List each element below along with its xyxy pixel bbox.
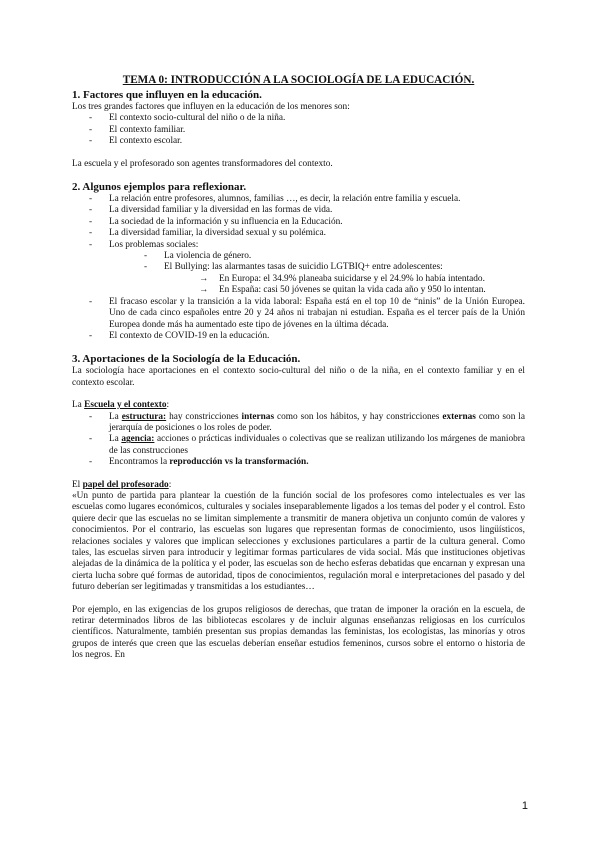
bullying-list — [182, 274, 525, 297]
list-item: - El contexto escolar. — [72, 136, 525, 147]
section-1-closing: La escuela y el profesorado son agentes transformadores del contexto. — [72, 158, 333, 169]
section-3-heading: 3. Aportaciones de la Sociología de la Educación. — [72, 353, 301, 366]
list-item: → En España: casi 50 jóvenes se quitan la vida cada año y 950 lo intentan. — [182, 285, 525, 296]
list-item — [127, 262, 525, 296]
escuela-list — [72, 412, 525, 469]
document-page — [72, 74, 525, 662]
social-problems-list — [127, 251, 525, 297]
examples-list — [72, 194, 525, 342]
list-item: - La diversidad familiar y la diversidad en las formas de vida. — [72, 205, 525, 216]
escuela-heading: La Escuela y el contexto: — [72, 400, 170, 411]
list-item: - La sociedad de la información y su influencia en la Educación. — [72, 217, 525, 228]
page-number: 1 — [521, 800, 528, 812]
papel-heading: El papel del profesorado: — [72, 479, 172, 490]
list-item: - La diversidad familiar, la diversidad sexual y su polémica. — [72, 228, 525, 239]
section-1-intro: Los tres grandes factores que influyen en la educación de los menores son: — [72, 102, 350, 112]
list-item: - El fracaso escolar y la transición a la vida laboral: España está en el top 10 de “ninis” de la Unión Europea. Uno de cada cinco españoles entre 20 y 24 años ni trabajan ni estudian. España es el tercer país de la Unión Europea donde más ha aumentado este tipo de jóvenes en la última década. — [72, 297, 525, 331]
list-item: → En Europa: el 34.9% planeaba suicidarse y el 24.9% lo había intentado. — [182, 274, 525, 285]
list-item: - El contexto familiar. — [72, 125, 525, 136]
list-item: - El contexto de COVID-19 en la educación. — [72, 331, 525, 342]
example-paragraph: Por ejemplo, en las exigencias de los grupos religiosos de derechas, que tratan de imponer la oración en la escuela, de retirar determinados libros de las bibliotecas escolares y de incluir algunas enseñanzas religiosas en los currículos científicos. Naturalmente, también presentan sus propias demandas las feministas, los ecologistas, las minorías y otros grupos de interés que creen que las escuelas deberían enseñar estudios femeninos, cursos sobre el entorno o historia de los negros. En — [72, 604, 525, 661]
bullying-label: El Bullying: las alarmantes tasas de suicidio LGTBIQ+ entre adolescentes: — [164, 262, 443, 273]
list-item — [72, 240, 525, 297]
section-1-heading: 1. Factores que influyen en la educación. — [72, 89, 262, 101]
document-title: TEMA 0: INTRODUCCIÓN A LA SOCIOLOGÍA DE LA EDUCACIÓN. — [122, 74, 475, 86]
list-item: - La estructura: hay constricciones internas como son los hábitos, y hay constricciones externas como son la jerarquía de posiciones o los roles de poder. — [72, 412, 525, 435]
factors-list — [72, 113, 525, 147]
list-item: - Encontramos la reproducción vs la transformación. — [72, 457, 525, 468]
section-2-heading: 2. Algunos ejemplos para reflexionar. — [72, 181, 247, 194]
section-3-intro: La sociología hace aportaciones en el contexto socio-cultural del niño o de la niña, en el contexto familiar y en el contexto escolar. — [72, 366, 525, 388]
list-item: - La agencia: acciones o prácticas individuales o colectivas que se realizan utilizando los márgenes de maniobra de las construcciones — [72, 434, 525, 457]
social-problems-label: Los problemas sociales: — [109, 239, 199, 250]
quote-paragraph: «Un punto de partida para plantear la cuestión de la función social de los profesores como intelectuales es ver las escuelas como lugares económicos, culturales y sociales inseparablemente ligados a los temas del poder y el control. Esto quiere decir que las escuelas no se limitan simplemente a transmitir de manera objetiva un conjunto común de valores y conocimientos. Por el contrario, las escuelas son lugares que representan formas de conocimiento, usos lingüísticos, relaciones sociales y valores que implican selecciones y exclusiones particulares a partir de la cultura general. Como tales, las escuelas sirven para introducir y legitimar formas particulares de vida social. Más que instituciones objetivas alejadas de la dinámica de la política y el poder, las escuelas son de hecho esferas debatidas que encarnan y expresan una cierta lucha sobre qué formas de autoridad, tipos de conocimientos, regulación moral e interpretaciones del pasado y del futuro deberían ser legitimadas y transmitidas a los estudiantes… — [72, 490, 525, 593]
list-item: - La relación entre profesores, alumnos, familias …, es decir, la relación entre familia y escuela. — [72, 194, 525, 205]
list-item: - La violencia de género. — [127, 251, 525, 262]
list-item: - El contexto socio-cultural del niño o de la niña. — [72, 113, 525, 124]
